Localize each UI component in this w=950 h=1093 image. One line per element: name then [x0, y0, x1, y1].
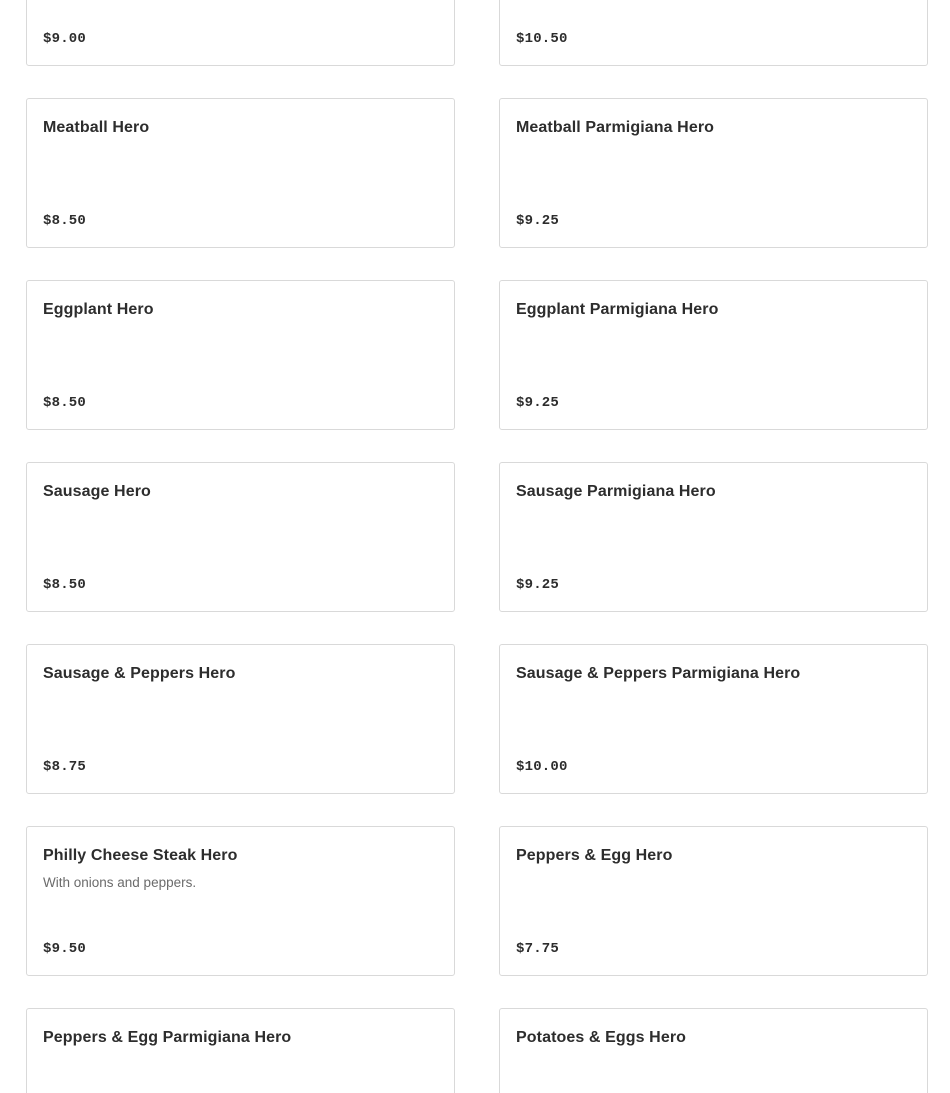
menu-item-name: Peppers & Egg Hero [516, 847, 673, 864]
menu-item-price: $7.75 [516, 941, 560, 957]
menu-item-price: $8.75 [43, 759, 87, 775]
menu-item-price: $9.25 [516, 213, 560, 229]
menu-item-price: $8.50 [43, 395, 87, 411]
menu-item-card[interactable] [499, 462, 928, 612]
menu-item-card[interactable] [499, 98, 928, 248]
menu-item-card[interactable] [499, 826, 928, 976]
menu-item-card[interactable] [26, 1008, 455, 1093]
menu-item-name: Sausage & Peppers Hero [43, 665, 236, 682]
menu-item-name: Sausage Hero [43, 483, 151, 500]
menu-item-card[interactable] [26, 462, 455, 612]
menu-item-name: Meatball Hero [43, 119, 150, 136]
menu-item-name: Eggplant Hero [43, 301, 154, 318]
menu-item-card[interactable] [26, 280, 455, 430]
menu-item-name: Sausage Parmigiana Hero [516, 483, 716, 500]
menu-item-card[interactable] [26, 0, 455, 66]
menu-item-card[interactable] [499, 280, 928, 430]
menu-item-price: $8.50 [43, 577, 87, 593]
menu-item-name: Sausage & Peppers Parmigiana Hero [516, 665, 801, 682]
menu-item-name: Meatball Parmigiana Hero [516, 119, 715, 136]
menu-item-name: Philly Cheese Steak Hero [43, 847, 238, 864]
menu-item-price: $9.25 [516, 577, 560, 593]
menu-item-card[interactable] [26, 826, 455, 976]
menu-item-name: Eggplant Parmigiana Hero [516, 301, 719, 318]
menu-item-price: $9.25 [516, 395, 560, 411]
menu-item-card[interactable] [499, 1008, 928, 1093]
menu-item-name: Potatoes & Eggs Hero [516, 1029, 687, 1046]
menu-item-card[interactable] [499, 0, 928, 66]
menu-item-price: $10.00 [516, 759, 568, 775]
menu-item-price: $9.50 [43, 941, 87, 957]
menu-item-price: $10.50 [516, 31, 568, 47]
menu-item-card[interactable] [26, 644, 455, 794]
menu-item-price: $8.50 [43, 213, 87, 229]
menu-item-card[interactable] [26, 98, 455, 248]
menu-item-name: Peppers & Egg Parmigiana Hero [43, 1029, 292, 1046]
menu-item-description: With onions and peppers. [43, 875, 197, 890]
menu-item-price: $9.00 [43, 31, 87, 47]
menu-item-card[interactable] [499, 644, 928, 794]
